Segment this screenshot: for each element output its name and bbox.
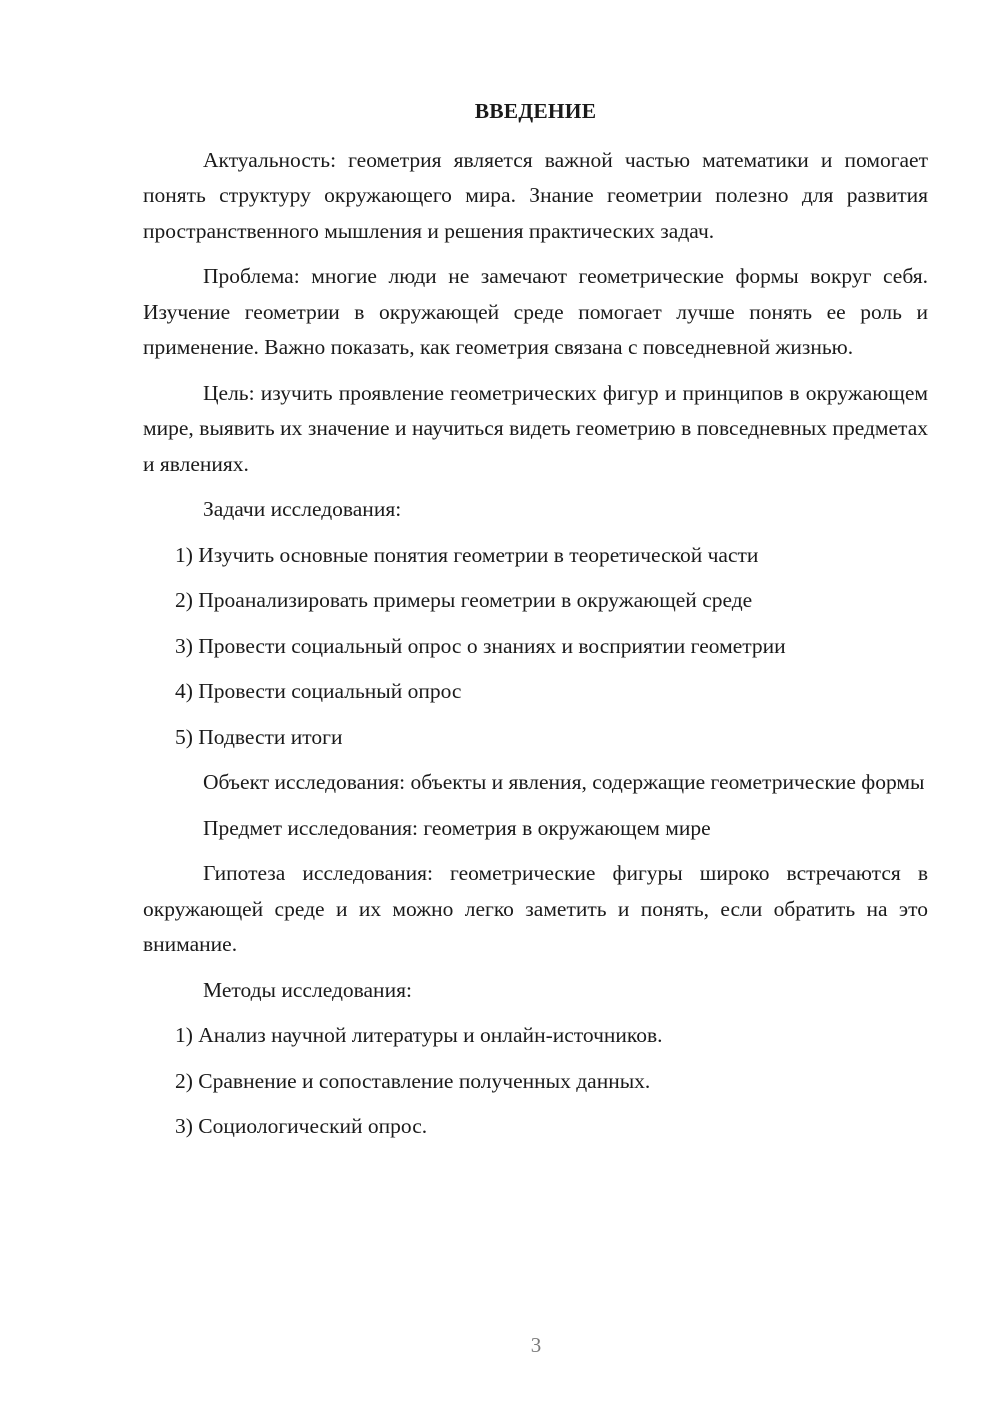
document-page xyxy=(143,94,928,1155)
task-item-1: 1) Изучить основные понятия геометрии в теоретической части xyxy=(175,542,759,567)
method-item-2: 2) Сравнение и сопоставление полученных данных. xyxy=(175,1068,651,1093)
page-number: 3 xyxy=(530,1333,542,1357)
methods-heading: Методы исследования: xyxy=(203,977,412,1002)
paragraph-goal: Цель: изучить проявление геометрических фигур и принципов в окружающем мире, выявить их значение и научиться видеть геометрию в повседневных предметах и явлениях. xyxy=(143,380,928,476)
tasks-heading: Задачи исследования: xyxy=(203,497,402,521)
task-item-3: 3) Провести социальный опрос о знаниях и восприятии геометрии xyxy=(175,633,786,658)
task-item-5: 5) Подвести итоги xyxy=(175,724,343,749)
paragraph-subject: Предмет исследования: геометрия в окружающем мире xyxy=(203,815,711,840)
section-title: ВВЕДЕНИЕ xyxy=(474,99,597,123)
paragraph-object: Объект исследования: объекты и явления, содержащие геометрические формы xyxy=(203,770,925,794)
task-item-4: 4) Провести социальный опрос xyxy=(175,679,462,703)
paragraph-problem: Проблема: многие люди не замечают геометрические формы вокруг себя. Изучение геометрии в окружающей среде помогает лучше понять ее роль и применение. Важно показать, как геометрия связана с повседневной жизнью. xyxy=(143,264,928,359)
paragraph-relevance: Актуальность: геометрия является важной частью математики и помогает понять структуру окружающего мира. Знание геометрии полезно для развития пространственного мышления и решения практических задач. xyxy=(143,147,928,243)
method-item-1: 1) Анализ научной литературы и онлайн-источников. xyxy=(175,1023,663,1047)
task-item-2: 2) Проанализировать примеры геометрии в окружающей среде xyxy=(175,588,753,612)
paragraph-hypothesis: Гипотеза исследования: геометрические фигуры широко встречаются в окружающей среде и их можно легко заметить и понять, если обратить на это внимание. xyxy=(143,861,928,956)
method-item-3: 3) Социологический опрос. xyxy=(175,1114,428,1138)
